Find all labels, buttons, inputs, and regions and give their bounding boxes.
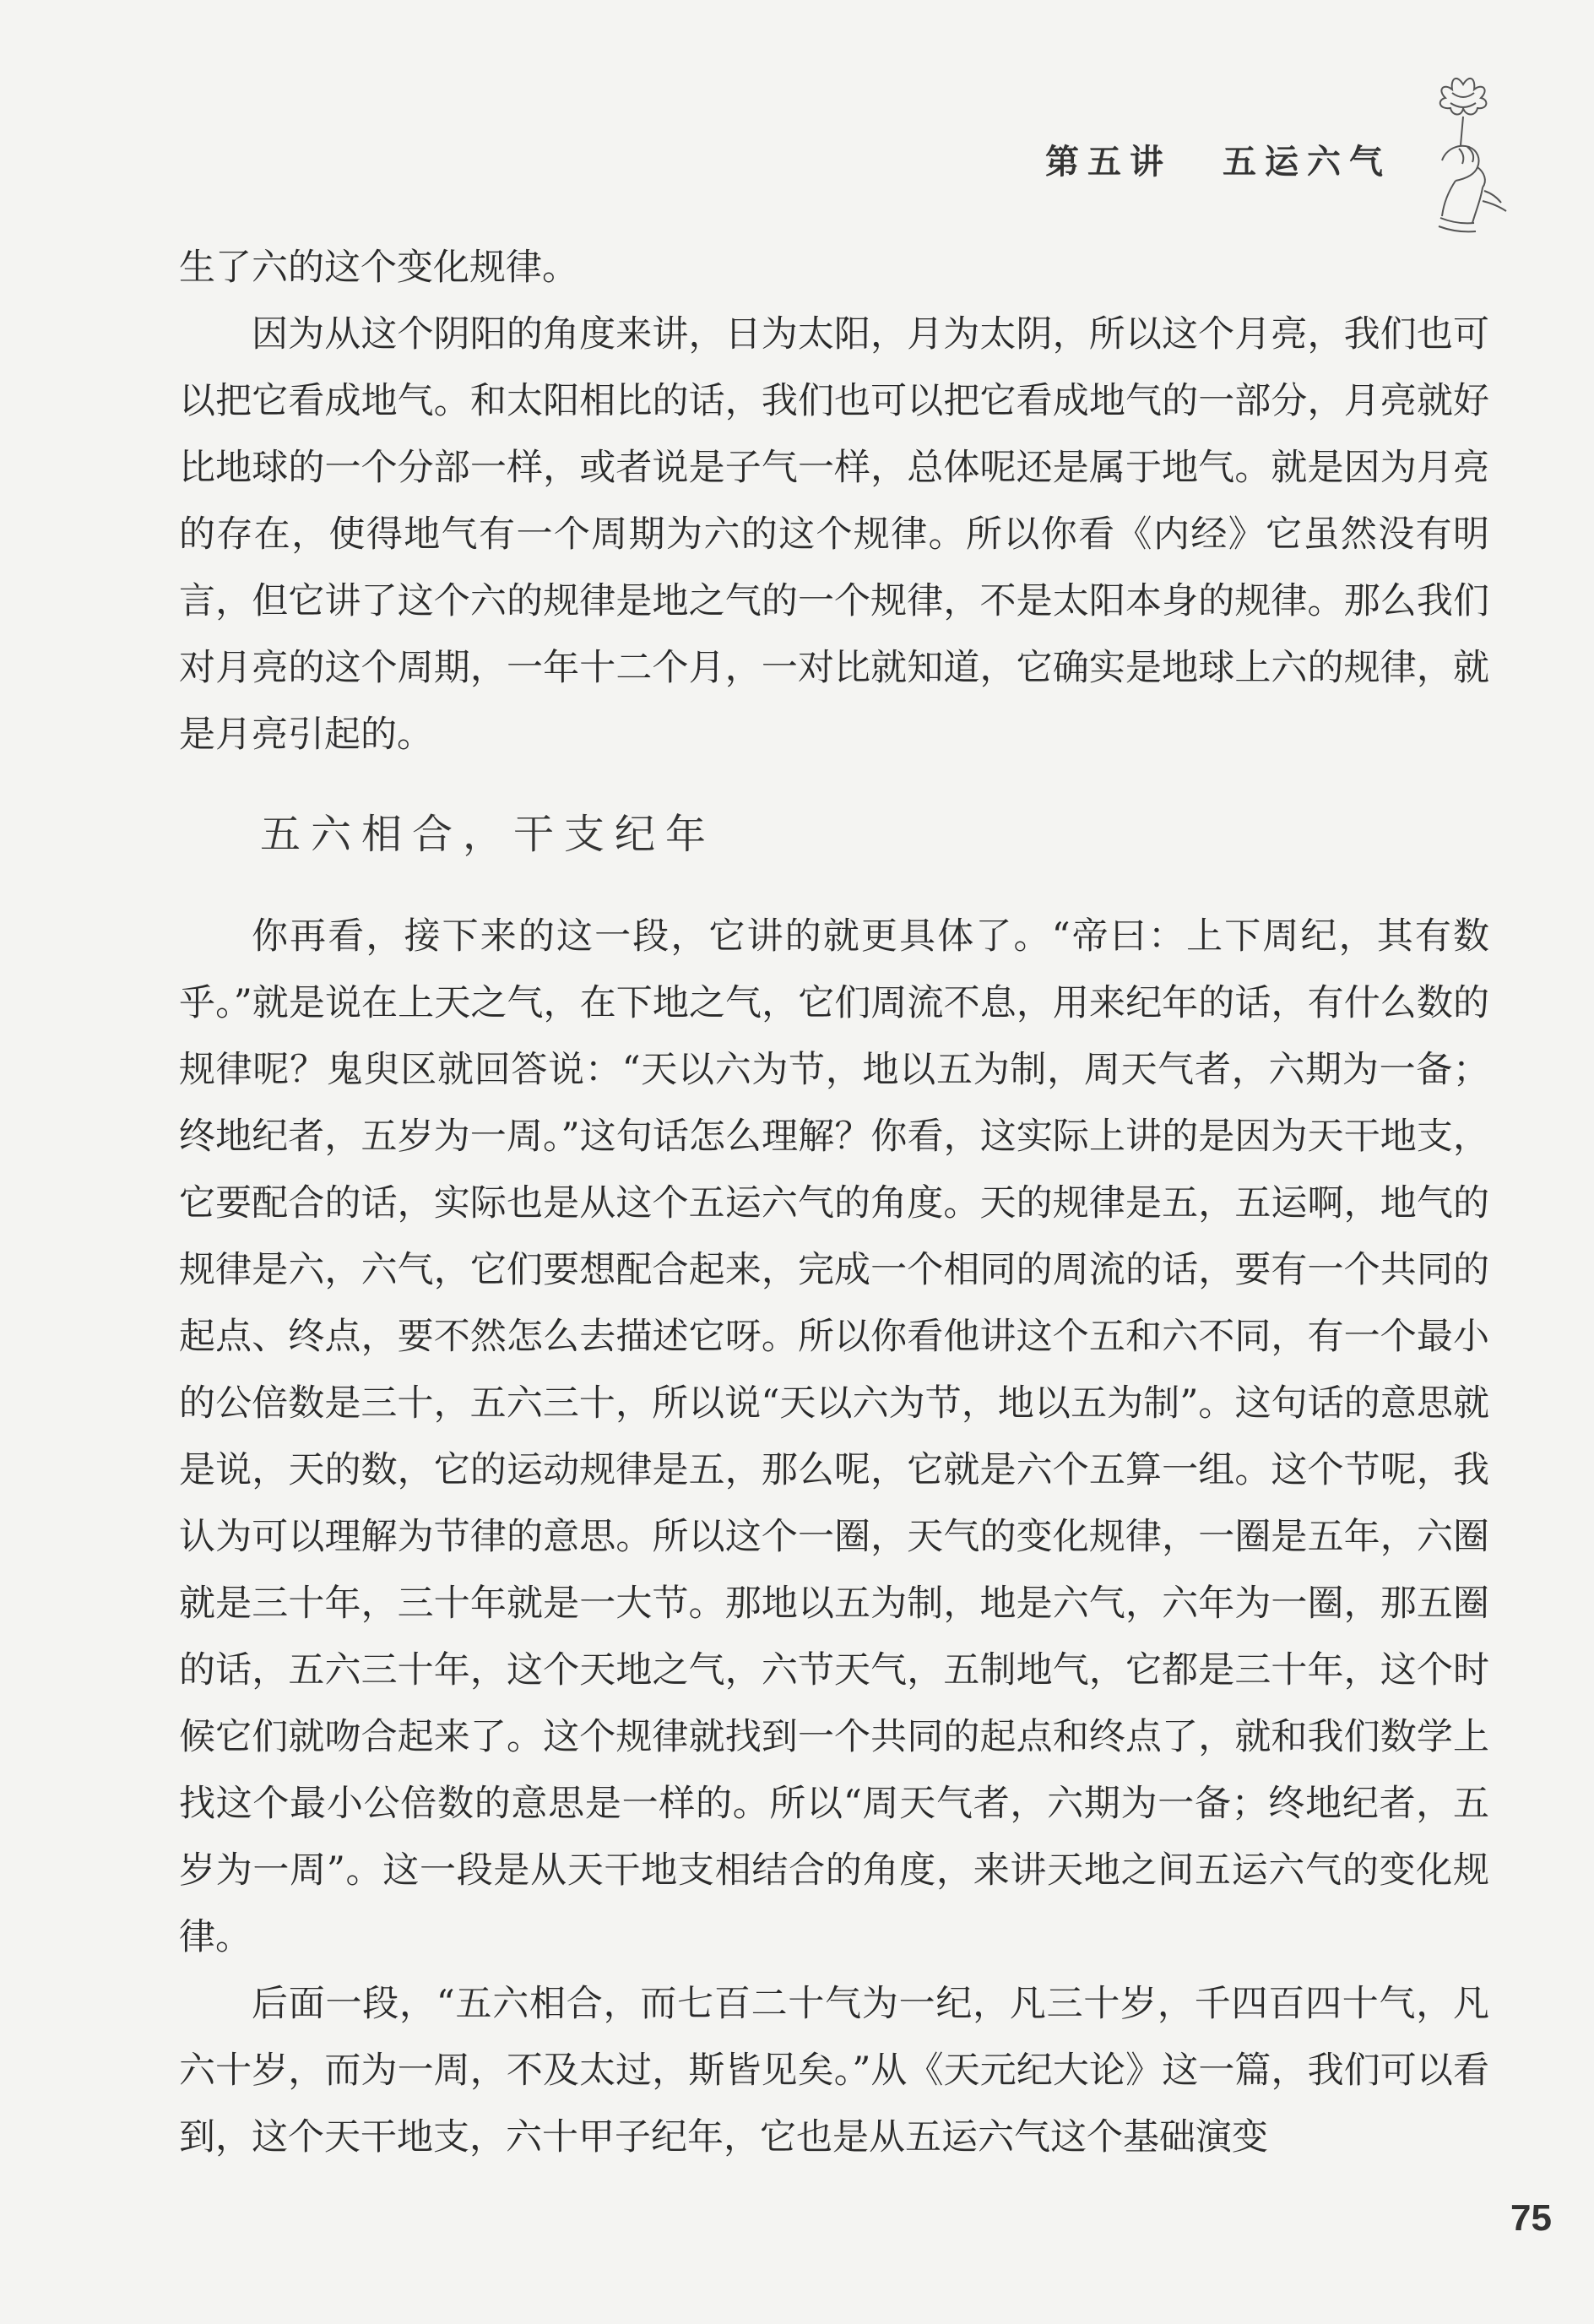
running-header (1045, 135, 1391, 183)
lotus-hand-icon (1400, 68, 1526, 236)
section-title: 五六相合，干支纪年 (260, 811, 717, 858)
header-topic: 五运六气 (1223, 143, 1391, 182)
paragraph: 你再看，接下来的这一段，它讲的就更具体了。“帝曰：上下周纪，其有数乎。”就是说在上天之气，在下地之气，它们周流不息，用来纪年的话，有什么数的规律呢？鬼臾区就回答说：“天以六为节，地以五为制，周天气者，六期为一备；终地纪者，五岁为一周。”这句话怎么理解？你看，这实际上讲的是因为天干地支，它要配合的话，实际也是从这个五运六气的角度。天的规律是五，五运啊，地气的规律是六，六气，它们要想配合起来，完成一个相同的周流的话，要有一个共同的起点、终点，要不然怎么去描述它呀。所以你看他讲这个五和六不同，有一个最小的公倍数是三十，五六三十，所以说“天以六为节，地以五为制”。这句话的意思就是说，天的数，它的运动规律是五，那么呢，它就是六个五算一组。这个节呢，我认为可以理解为节律的意思。所以这个一圈，天气的变化规律，一圈是五年，六圈就是三十年，三十年就是一大节。那地以五为制，地是六气，六年为一圈，那五圈的话，五六三十年，这个天地之气，六节天气，五制地气，它都是三十年，这个时候它们就吻合起来了。这个规律就找到一个共同的起点和终点了，就和我们数学上找这个最小公倍数的意思是一样的。所以“周天气者，六期为一备；终地纪者，五岁为一周”。这一段是从天干地支相结合的角度，来讲天地之间五运六气的变化规律。 (179, 915, 1489, 1958)
paragraph-continued: 生了六的这个变化规律。 (179, 247, 578, 289)
header-chapter: 第五讲 (1045, 143, 1172, 182)
paragraph: 因为从这个阴阳的角度来讲，日为太阳，月为太阴，所以这个月亮，我们也可以把它看成地气。和太阳相比的话，我们也可以把它看成地气的一部分，月亮就好比地球的一个分部一样，或者说是子气一样，总体呢还是属于地气。就是因为月亮的存在，使得地气有一个周期为六的这个规律。所以你看《内经》它虽然没有明言，但它讲了这个六的规律是地之气的一个规律，不是太阳本身的规律。那么我们对月亮的这个周期，一年十二个月，一对比就知道，它确实是地球上六的规律，就是月亮引起的。 (179, 313, 1489, 756)
page-body (179, 235, 1489, 2171)
paragraph: 后面一段，“五六相合，而七百二十气为一纪，凡三十岁，千四百四十气，凡六十岁，而为一周，不及太过，斯皆见矣。”从《天元纪大论》这一篇，我们可以看到，这个天干地支，六十甲子纪年，它也是从五运六气这个基础演变 (179, 1983, 1489, 2158)
page-number: 75 (1510, 2197, 1552, 2239)
